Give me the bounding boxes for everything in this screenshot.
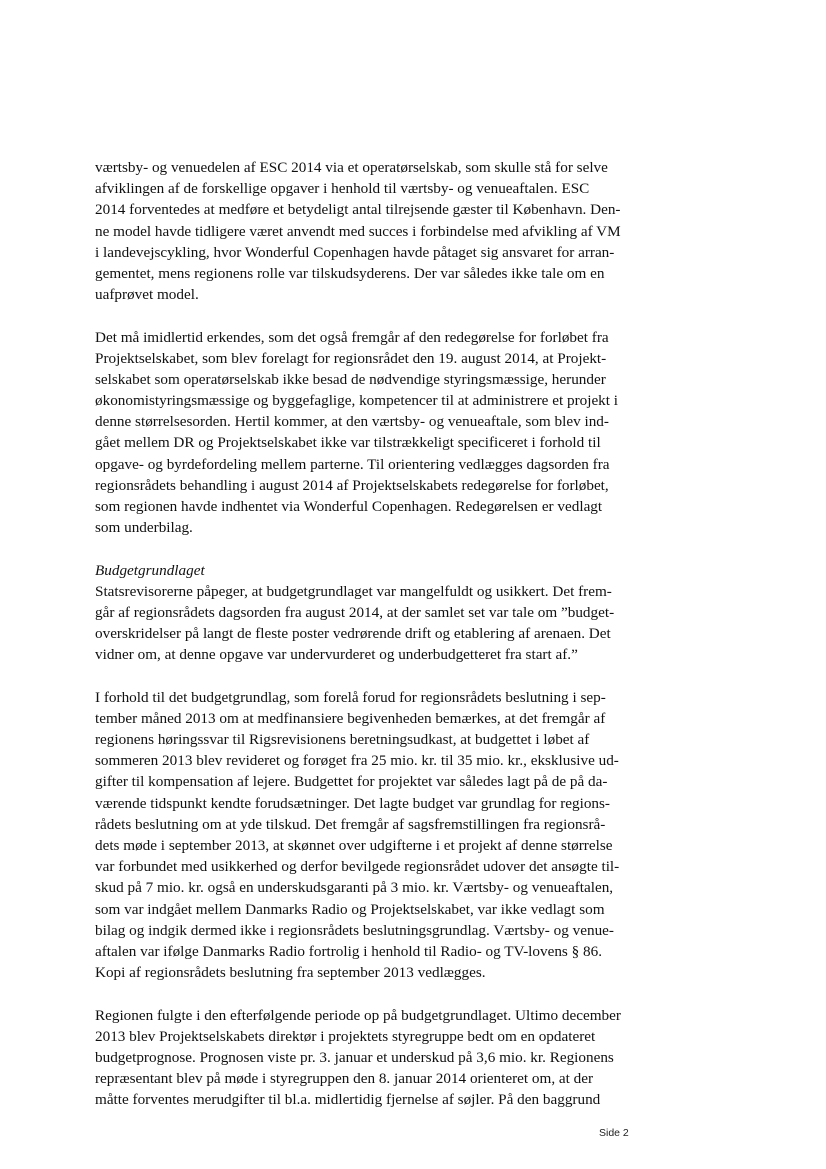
text-line: bilag og indgik dermed ikke i regionsrådets beslutningsgrundlag. Værtsby- og venue-	[95, 921, 614, 939]
text-line: uafprøvet model.	[95, 286, 199, 304]
text-line: Statsrevisorerne påpeger, at budgetgrundlaget var mangelfuldt og usikkert. Det frem-	[95, 582, 612, 600]
text-line: gifter til kompensation af lejere. Budgettet for projektet var således lagt på de på da-	[95, 773, 608, 791]
text-line: rådets beslutning om at yde tilskud. Det fremgår af sagsfremstillingen fra regionsrå-	[95, 815, 606, 833]
text-line: budgetprognose. Prognosen viste pr. 3. januar et underskud på 3,6 mio. kr. Regionens	[95, 1048, 614, 1066]
text-line: i landevejscykling, hvor Wonderful Copenhagen havde påtaget sig ansvaret for arran-	[95, 243, 615, 261]
paragraph-gap	[95, 666, 635, 687]
text-line: afviklingen af de forskellige opgaver i henhold til værtsby- og venueaftalen. ESC	[95, 180, 590, 198]
paragraph-1	[95, 157, 635, 305]
text-line: som var indgået mellem Danmarks Radio og Projektselskabet, var ikke vedlagt som	[95, 900, 605, 918]
page-number: Side 2	[599, 1127, 629, 1139]
paragraph-gap	[95, 983, 635, 1004]
paragraph-5	[95, 1005, 635, 1111]
text-line: økonomistyringsmæssige og byggefaglige, kompetencer til at administrere et projekt i	[95, 392, 619, 410]
text-line: som regionen havde indhentet via Wonderful Copenhagen. Redegørelsen er vedlagt	[95, 498, 603, 515]
text-line: går af regionsrådets dagsorden fra august 2014, at der samlet set var tale om ”budget-	[95, 603, 615, 621]
text-line: aftalen var ifølge Danmarks Radio fortrolig i henhold til Radio- og TV-lovens § 86.	[95, 942, 602, 960]
text-line: ne model havde tidligere været anvendt med succes i forbindelse med afvikling af VM	[95, 222, 621, 240]
paragraph-4	[95, 687, 635, 984]
text-line: denne størrelsesorden. Hertil kommer, at den værtsby- og venueaftale, som blev ind-	[95, 413, 609, 431]
paragraph-gap	[95, 538, 635, 559]
text-line: sommeren 2013 blev revideret og forøget fra 25 mio. kr. til 35 mio. kr., eksklusive ud-	[95, 752, 619, 770]
text-line: var forbundet med usikkerhed og derfor bevilgede regionsrådet udover det ansøgte til-	[95, 858, 620, 876]
text-line: Projektselskabet, som blev forelagt for regionsrådet den 19. august 2014, at Projekt-	[95, 349, 607, 367]
text-line: måtte forventes merudgifter til bl.a. midlertidig fjernelse af søjler. På den baggrund	[95, 1091, 601, 1109]
text-line: overskridelser på langt de fleste poster vedrørende drift og etablering af arenaen. Det	[95, 625, 611, 643]
text-line: Regionen fulgte i den efterfølgende periode op på budgetgrundlaget. Ultimo december	[95, 1006, 621, 1024]
text-line: tember måned 2013 om at medfinansiere begivenheden bemærkes, at det fremgår af	[95, 709, 606, 727]
text-line: repræsentant blev på møde i styregruppen den 8. januar 2014 orienteret om, at der	[95, 1070, 594, 1088]
body-text	[95, 157, 635, 1110]
text-line: Det må imidlertid erkendes, som det også fremgår af den redegørelse for forløbet fra	[95, 328, 609, 346]
text-line: vidner om, at denne opgave var undervurderet og underbudgetteret fra start af.”	[95, 646, 578, 664]
text-line: 2013 blev Projektselskabets direktør i projektets styregruppe bedt om en opdateret	[95, 1027, 596, 1045]
paragraph-gap	[95, 305, 635, 326]
text-line: som underbilag.	[95, 519, 193, 537]
text-line: Kopi af regionsrådets beslutning fra september 2013 vedlægges.	[95, 964, 486, 982]
text-line: værtsby- og venuedelen af ESC 2014 via et operatørselskab, som skulle stå for selve	[95, 159, 608, 176]
text-line: værende tidspunkt kendte forudsætninger. Det lagte budget var grundlag for regions-	[95, 794, 610, 812]
text-line: dets møde i september 2013, at skønnet over udgifterne i et projekt af denne størrelse	[95, 837, 613, 854]
paragraph-3	[95, 581, 635, 666]
text-line: gementet, mens regionens rolle var tilskudsyderens. Der var således ikke tale om en	[95, 264, 605, 282]
text-line: gået mellem DR og Projektselskabet ikke var tilstrækkeligt specificeret i forhold til	[95, 434, 601, 452]
text-line: regionsrådets behandling i august 2014 af Projektselskabets redegørelse for forløbet,	[95, 476, 609, 494]
text-line: opgave- og byrdefordeling mellem parterne. Til orientering vedlægges dagsorden fra	[95, 455, 610, 473]
text-line: I forhold til det budgetgrundlag, som forelå forud for regionsrådets beslutning i sep-	[95, 688, 606, 706]
paragraph-2	[95, 327, 635, 539]
text-line: 2014 forventedes at medføre et betydeligt antal tilrejsende gæster til København. Den-	[95, 201, 621, 219]
text-line: skud på 7 mio. kr. også en underskudsgaranti på 3 mio. kr. Værtsby- og venueaftalen,	[95, 879, 614, 897]
text-line: regionens høringssvar til Rigsrevisionens beretningsudkast, at budgettet i løbet af	[95, 731, 590, 749]
text-line: selskabet som operatørselskab ikke besad de nødvendige styringsmæssige, herunder	[95, 370, 606, 388]
section-heading: Budgetgrundlaget	[95, 561, 205, 579]
